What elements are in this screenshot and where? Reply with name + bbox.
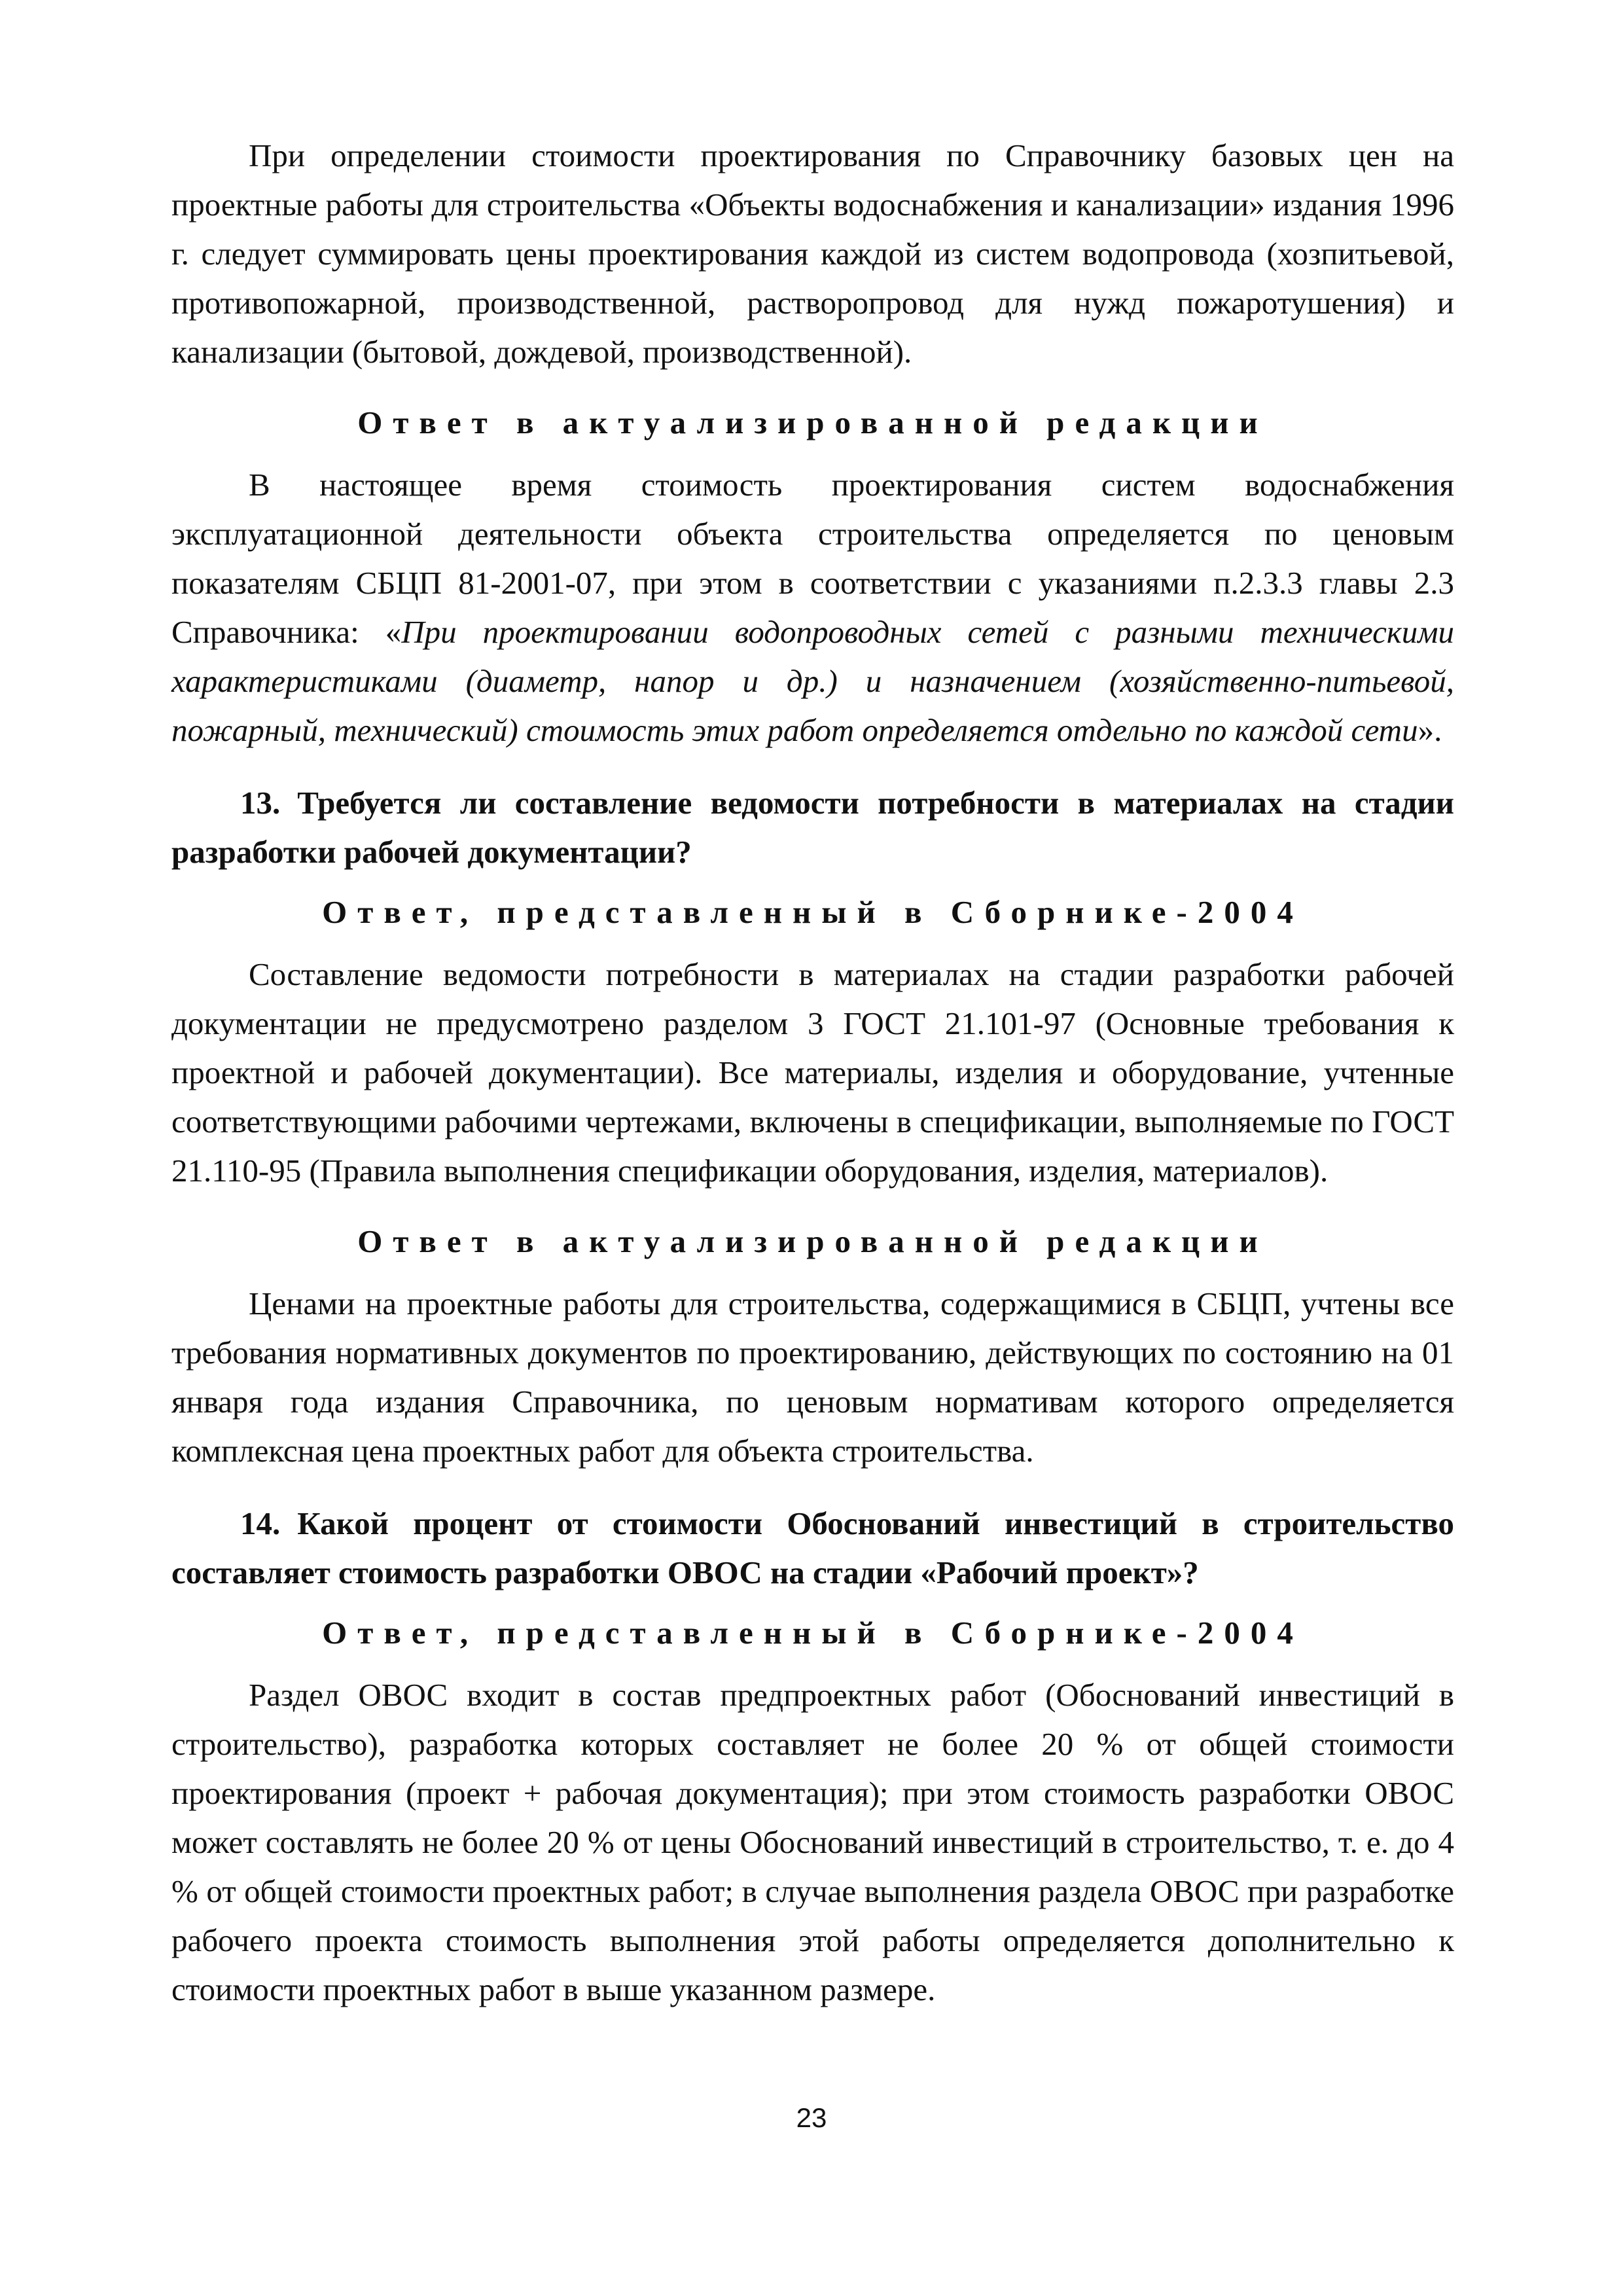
section-heading-updated: Ответ в актуализированной редакции <box>357 404 1268 440</box>
updated-answer-paragraph: Ценами на проектные работы для строительства, содержащимися в СБЦП, учтены все требования нормативных документов по проектированию, действующих по состоянию на 01 января года издания Справочника, по ценовым нормативам которого определяется комплексная цена проектных работ для объекта строительства. <box>171 1285 1454 1469</box>
page-number: 23 <box>796 2102 827 2133</box>
question-number: 13. <box>240 785 281 821</box>
quote-close: ». <box>1418 712 1442 748</box>
answer-2004-paragraph: Раздел ОВОС входит в состав предпроектных работ (Обоснований инвестиций в строительство), разработка которых составляет не более 20 % от общей стоимости проектирования (проект + рабочая документация); при этом стоимость разработки ОВОС может составлять не более 20 % от цены Обоснований инвестиций в строительство, т. е. до 4 % от общей стоимости проектных работ; в случае выполнения раздела ОВОС при разработке рабочего проекта стоимость выполнения этой работы определяется дополнительно к стоимости проектных работ в выше указанном размере. <box>171 1677 1454 2007</box>
question-text: Какой процент от стоимости Обоснований инвестиций в строительство составляет стоимость разработки ОВОС на стадии «Рабочий проект»? <box>171 1505 1454 1590</box>
question-14 <box>171 1499 1454 1597</box>
section-heading-updated: Ответ в актуализированной редакции <box>357 1223 1268 1259</box>
section-heading-2004: Ответ, представленный в Сборнике-2004 <box>322 1615 1304 1651</box>
updated-answer-text: В настоящее время стоимость проектирования систем водоснабжения эксплуатационной деятельности объекта строительства определяется по ценовым показателям СБЦП 81-2001-07, при этом в соответствии с указаниями п.2.3.3 главы 2.3 Справочника: « <box>171 467 1454 650</box>
quoted-rule-text: При проектировании водопроводных сетей с разными техническими характеристиками (диаметр, напор и др.) и назначением (хозяйственно-питьевой, пожарный, технический) стоимость этих работ определяется отдельно по каждой сети <box>171 614 1455 748</box>
updated-answer-paragraph <box>171 460 1454 755</box>
question-number: 14. <box>240 1505 281 1541</box>
section-heading-2004: Ответ, представленный в Сборнике-2004 <box>322 894 1304 930</box>
question-text: Требуется ли составление ведомости потребности в материалах на стадии разработки рабочей документации? <box>171 785 1454 870</box>
question-13 <box>171 778 1454 876</box>
intro-paragraph: При определении стоимости проектирования по Справочнику базовых цен на проектные работы для строительства «Объекты водоснабжения и канализации» издания 1996 г. следует суммировать цены проектирования каждой из систем водопровода (хозпитьевой, противопожарной, производственной, растворопровод для нужд пожаротушения) и канализации (бытовой, дождевой, производственной). <box>171 137 1454 370</box>
answer-2004-paragraph: Составление ведомости потребности в материалах на стадии разработки рабочей документации не предусмотрено разделом 3 ГОСТ 21.101-97 (Основные требования к проектной и рабочей документации). Все материалы, изделия и оборудование, учтенные соответствующими рабочими чертежами, включены в спецификации, выполняемые по ГОСТ 21.110-95 (Правила выполнения спецификации оборудования, изделия, материалов). <box>171 956 1454 1189</box>
document-page <box>171 131 1454 2014</box>
